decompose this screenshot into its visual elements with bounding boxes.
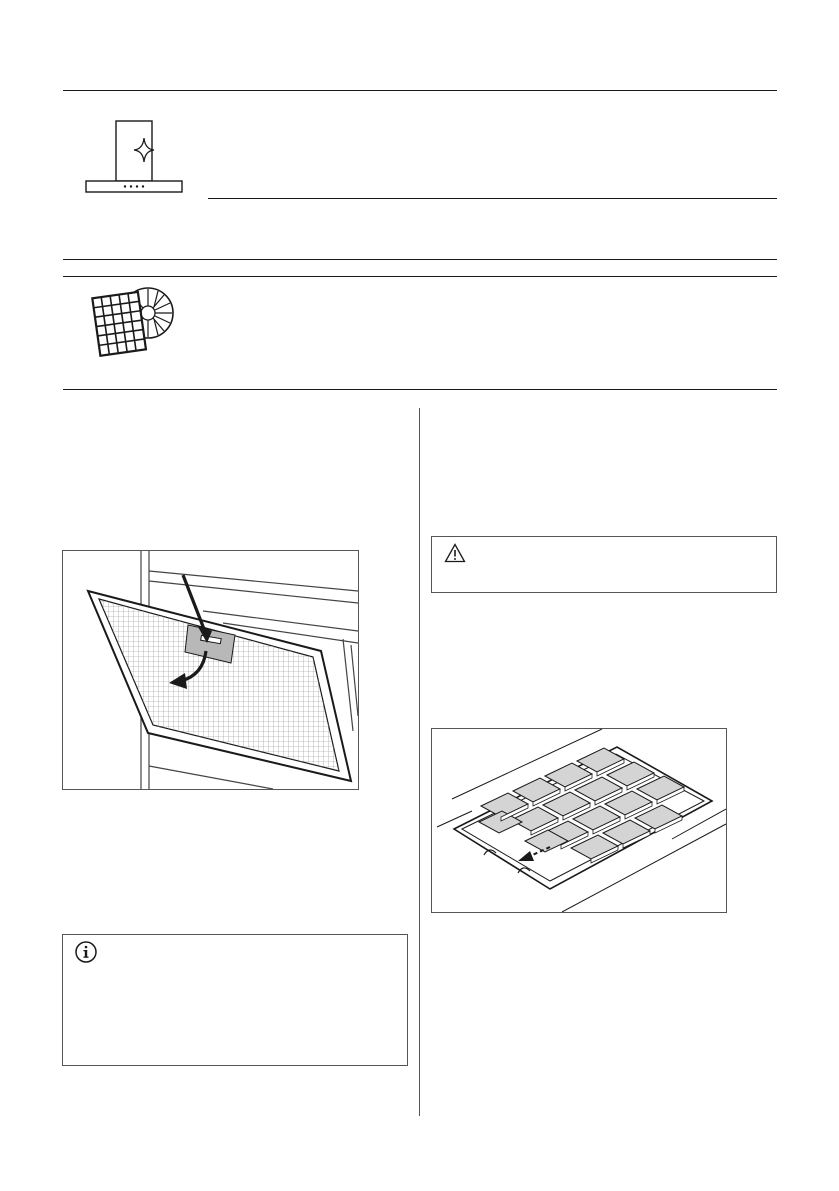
- top-rule: [63, 90, 777, 91]
- section-rule-double-2: [63, 276, 777, 277]
- grease-filter-illustration: [62, 550, 359, 790]
- carbon-filter-illustration: [431, 728, 727, 913]
- column-divider: [419, 408, 420, 1116]
- section-rule-double-1: [63, 259, 777, 260]
- warning-callout: [431, 536, 777, 593]
- section-rule-short: [208, 198, 777, 199]
- section-rule-bottom: [63, 389, 777, 390]
- hood-sparkle-icon: [84, 118, 184, 196]
- warning-triangle-icon: [444, 543, 466, 563]
- info-callout: [62, 934, 408, 1066]
- info-icon: [74, 940, 98, 964]
- carbon-filter-fan-icon: [86, 283, 181, 358]
